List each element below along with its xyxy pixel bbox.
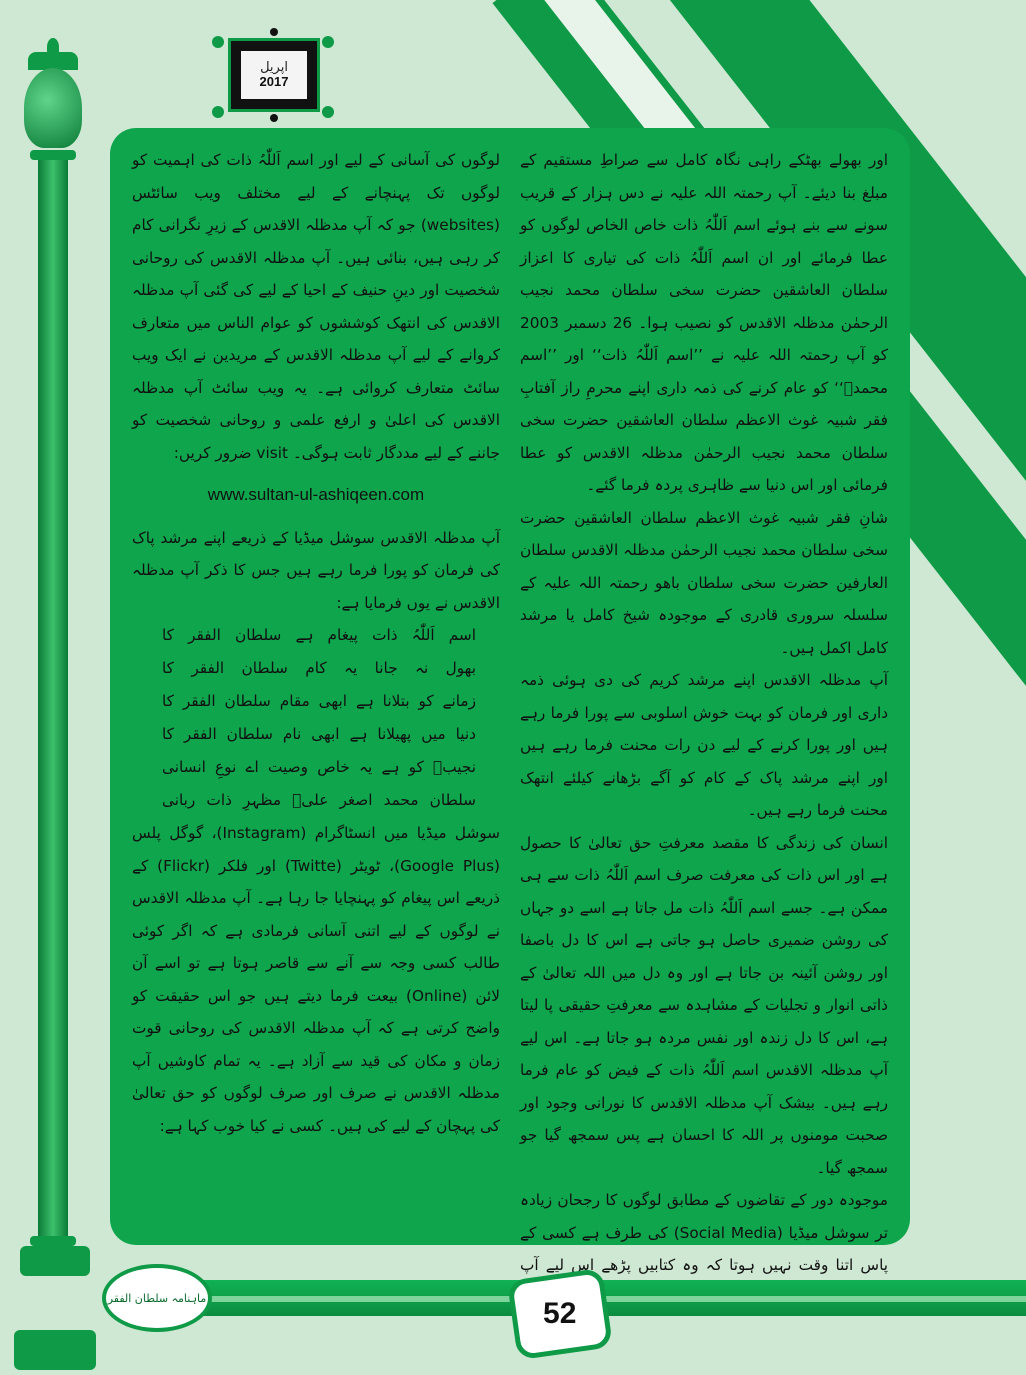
article-column-right: [520, 144, 888, 1274]
paragraph: اور بھولے بھٹکے راہی نگاہ کامل سے صراطِ مستقیم کے مبلغ بنا دیئے۔ آپ رحمتہ اللہ علیہ نے دس ہزار کے قریب سونے سے بنے ہوئے اسم اَللّٰہُ ذات خاص الخاص لوگوں کو عطا فرمائے اور ان اسم اَللّٰہُ ذات کی تیاری کا اعزاز سلطان العاشقین حضرت سخی سلطان محمد نجیب الرحمٰن مدظلہ الاقدس کو نصیب ہوا۔ 26 دسمبر 2003 کو آپ رحمتہ اللہ علیہ نے ’’اسم اَللّٰہُ ذات‘‘ اور ’’اسم محمدؐ‘‘ کو عام کرنے کی ذمہ داری اپنے محرمِ راز آفتابِ فقر شبیہ غوث الاعظم سلطان العاشقین حضرت سخی سلطان محمد نجیب الرحمٰن مدظلہ الاقدس کو عطا فرمائی اور اس دنیا سے ظاہری پردہ فرما گئے۔: [520, 151, 888, 494]
paragraph: موجودہ دور کے تقاضوں کے مطابق لوگوں کا رجحان زیادہ تر سوشل میڈیا (Social Media) کی طرف ہے کسی کے پاس اتنا وقت نہیں ہوتا کہ وہ کتابیں پڑھے اس لیے آپ: [520, 1191, 888, 1274]
poem-line: اسم اَللّٰہُ ذات پیغام ہے سلطان الفقر کا: [162, 626, 476, 644]
page-number-badge: [507, 1268, 613, 1361]
poem-line: نجیبؒ کو ہے یہ خاص وصیت اے نوعِ انسانی: [162, 758, 476, 776]
paragraph: لوگوں کی آسانی کے لیے اور اسم اَللّٰہُ ذات کی اہمیت کو لوگوں تک پہنچانے کے لیے مختلف ویب سائٹس (websites) جو کہ آپ مدظلہ الاقدس کے زیرِ نگرانی کام کر رہی ہیں، بنائی ہیں۔ آپ مدظلہ الاقدس کی روحانی شخصیت اور دینِ حنیف کے احیا کے لیے کی گئی آپ مدظلہ الاقدس کی انتھک کوششوں کو عوام الناس میں متعارف کروانے کے لیے آپ مدظلہ الاقدس کے مریدین نے ایک ویب سائٹ متعارف کروائی ہے۔ یہ ویب سائٹ آپ مدظلہ الاقدس کی اعلیٰ و ارفع علمی و روحانی شخصیت کو جاننے کے لیے مددگار ثابت ہوگی۔ visit ضرور کریں:: [132, 151, 500, 462]
article-panel: [110, 128, 910, 1274]
poem-line: بھول نہ جانا یہ کام سلطان الفقر کا: [162, 659, 476, 677]
website-link[interactable]: www.sultan-ul-ashiqeen.com: [207, 485, 425, 504]
poem-line: دنیا میں پھیلانا ہے ابھی نام سلطان الفقر کا: [162, 725, 476, 743]
paragraph: شانِ فقر شبیہ غوث الاعظم سلطان العاشقین حضرت سخی سلطان محمد نجیب الرحمٰن مدظلہ الاقدس سلطان العارفین حضرت سخی سلطان باھو رحمتہ اللہ علیہ کے سلسلہ سروری قادری کے موجودہ شیخ کامل یا مرشد کامل اکمل ہیں۔: [520, 508, 888, 657]
paragraph: آپ مدظلہ الاقدس سوشل میڈیا کے ذریعے اپنے مرشد پاک کی فرمان کو پورا فرما رہے ہیں جس کا ذکر آپ مدظلہ الاقدس نے یوں فرمایا ہے:: [132, 528, 500, 612]
paragraph: آپ مدظلہ الاقدس اپنے مرشد کریم کی دی ہوئی ذمہ داری اور فرمان کو بہت خوش اسلوبی سے پورا فرما رہے ہیں اور پورا کرنے کے لیے دن رات محنت فرما رہے ہیں اور اپنے مرشد پاک کے کام کو آگے بڑھانے کیلئے انتھک محنت فرما رہے ہیں۔: [520, 671, 888, 819]
paragraph: انسان کی زندگی کا مقصد معرفتِ حق تعالیٰ کا حصول ہے اور اس ذات کی معرفت صرف اسم اَللّٰہُ ذات سے ہی ممکن ہے۔ جسے اسم اَللّٰہُ ذات مل جاتا ہے اسے دو جہاں کی روشن ضمیری حاصل ہو جاتی ہے اس کا دل باصفا اور روشن آئینہ بن جاتا ہے اور وہ دل میں اللہ تعالیٰ کے ذاتی انوار و تجلیات کے مشاہدہ سے معرفتِ حقیقی پا لیتا ہے، اس کا دل زندہ اور نفس مردہ ہو جاتا ہے۔ اس لیے آپ مدظلہ الاقدس اسم اَللّٰہُ ذات کے فیض کو عام فرما رہے ہیں۔ بیشک آپ مدظلہ الاقدس کا نورانی وجود اور صحبت مومنوں پر اللہ کا احسان ہے پس سمجھ گیا جو سمجھ گیا۔: [520, 833, 888, 1177]
poem-line: زمانے کو بتلانا ہے ابھی مقام سلطان الفقر کا: [162, 692, 476, 710]
logo-text: ماہنامہ سلطان الفقر: [107, 1291, 207, 1305]
poem-line: سلطان محمد اصغر علیؒ مظہرِ ذات ربانی: [162, 791, 476, 809]
paragraph: سوشل میڈیا میں انسٹاگرام (Instagram)، گوگل پلس (Google Plus)، ٹویٹر (Twitte) اور فلکر (Flickr) کے ذریعے اس پیغام کو پہنچایا جا رہا ہے۔ آپ مدظلہ الاقدس نے لوگوں کے لیے اتنی آسانی فرمادی ہے کہ اگر کوئی طالب کسی وجہ سے آنے سے قاصر ہوتا ہے تو اسے آن لائن (Online) بیعت فرما دیتے ہیں جو اس حقیقت کو واضح کرتی ہے کہ آپ مدظلہ الاقدس کی روحانی قوت زمان و مکان کی قید سے آزاد ہے۔ یہ تمام کاوشیں آپ مدظلہ الاقدس نے صرف اور صرف لوگوں کو حق تعالیٰ کی پہچان کے لیے کی ہیں۔ کسی نے کیا خوب کہا ہے:: [132, 824, 501, 1135]
page-number: 52: [543, 1297, 577, 1330]
issue-year: 2017: [259, 74, 289, 89]
magazine-logo: [102, 1264, 212, 1332]
poem: [132, 619, 500, 817]
article-column-left: [132, 144, 500, 1245]
issue-month: اپریل: [260, 60, 288, 76]
